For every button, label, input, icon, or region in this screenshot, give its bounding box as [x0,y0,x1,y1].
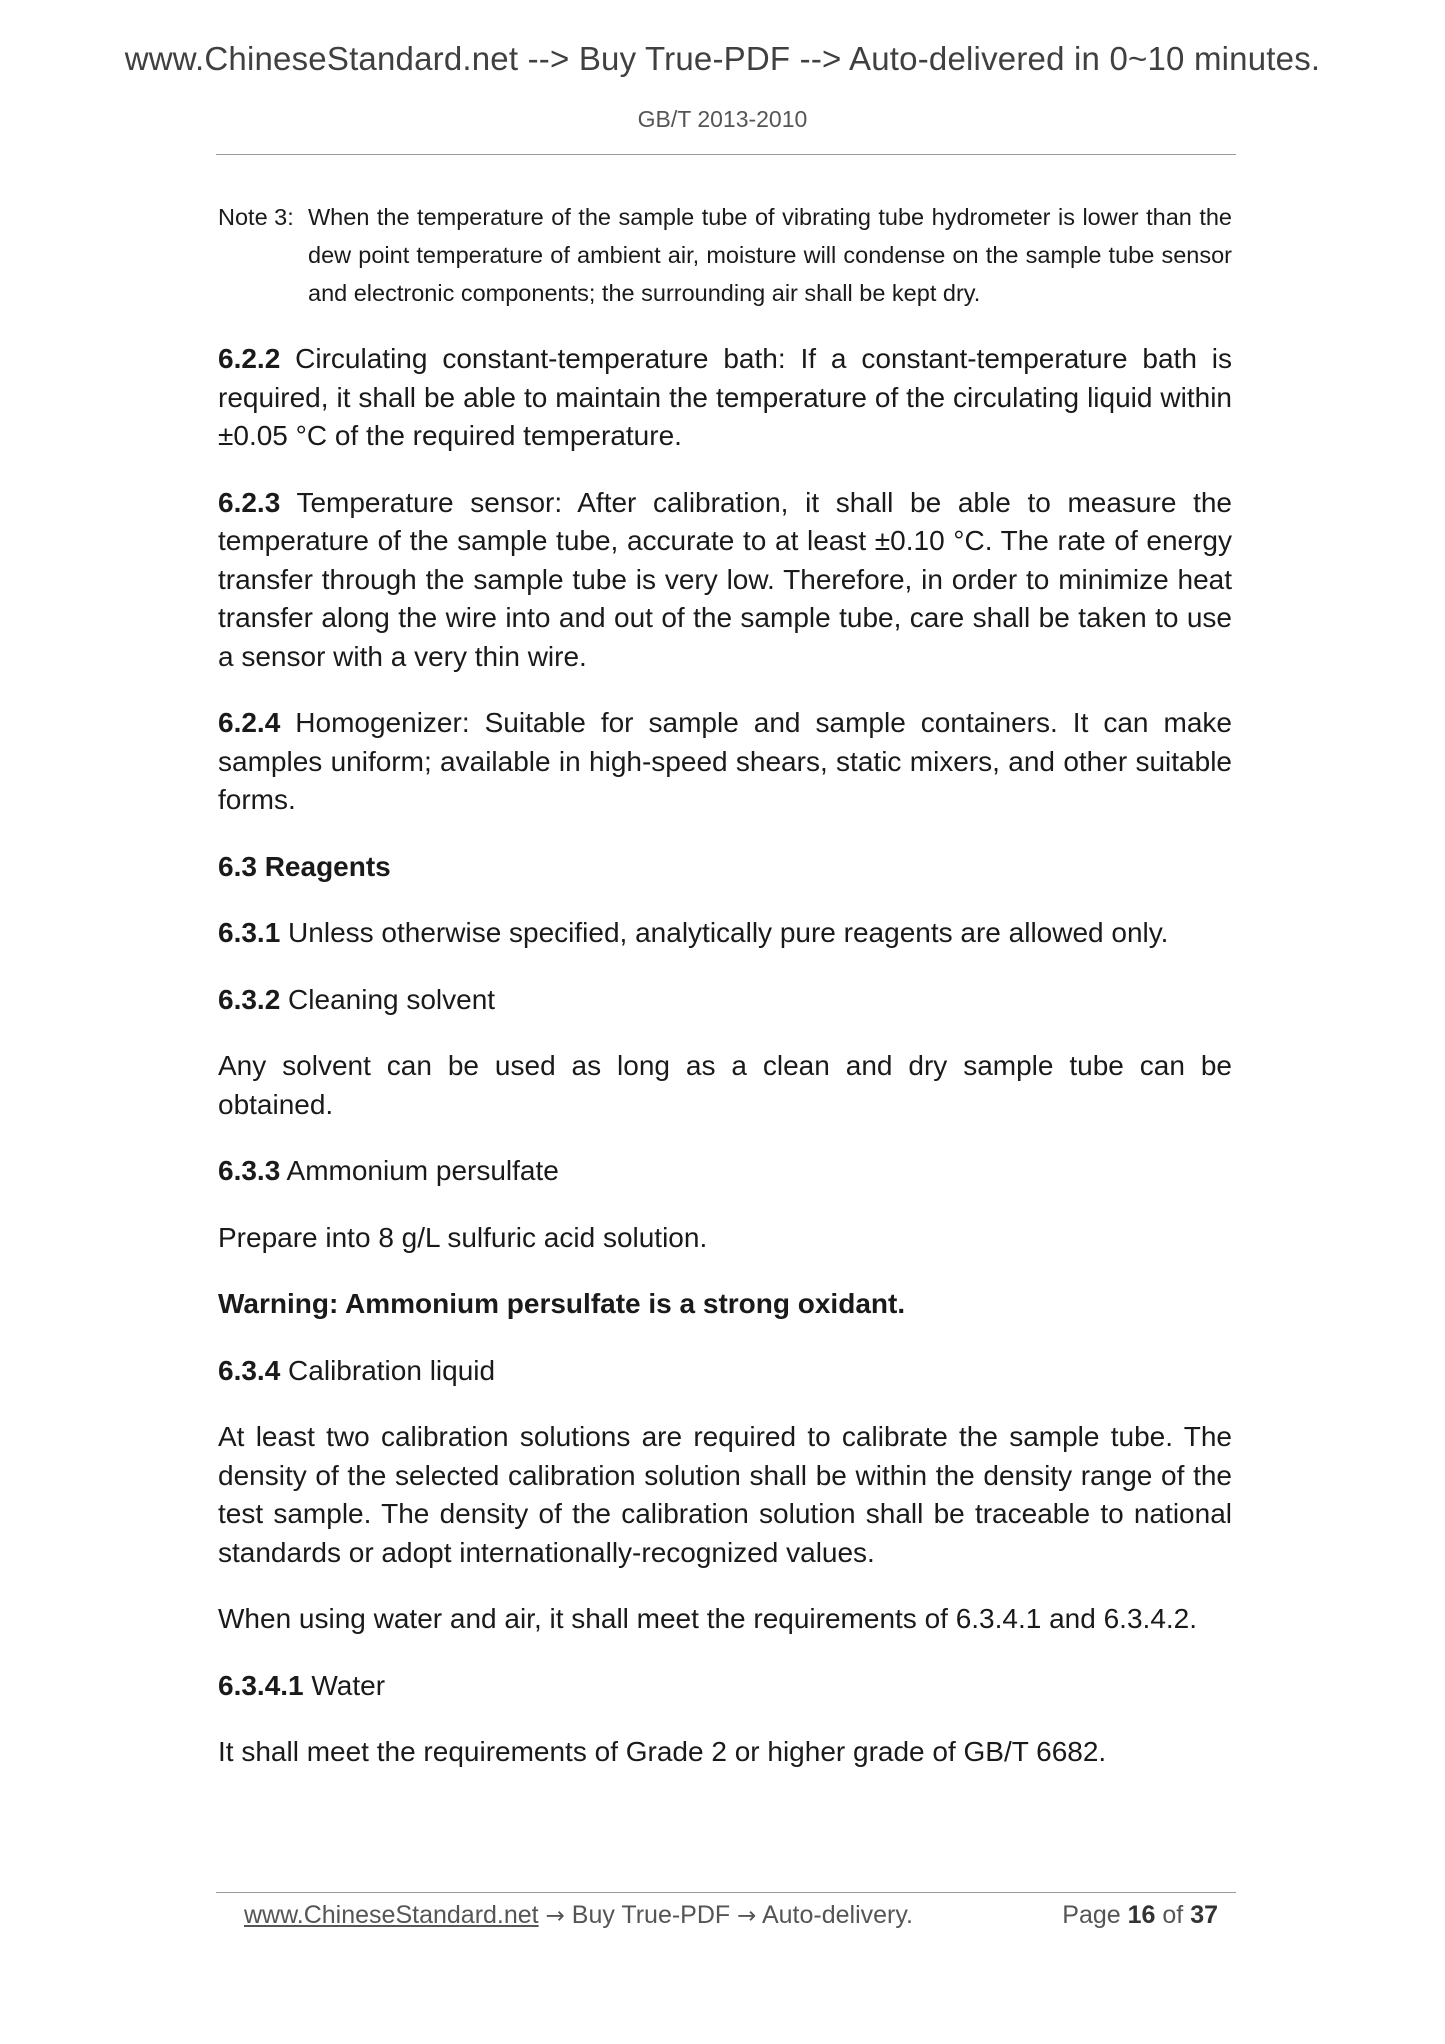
clause-6-2-2 [218,340,1232,456]
site-banner: www.ChineseStandard.net --> Buy True-PDF --> Auto-delivered in 0~10 minutes. [124,40,1321,77]
note-label: Note 3: [218,204,294,230]
clause-text: Homogenizer: Suitable for sample and sample containers. It can make samples uniform; available in high-speed shears, static mixers, and other suitable forms. [218,707,1232,815]
clause-6-3-2 [218,981,1232,1020]
clause-6-2-3 [218,484,1232,677]
clause-6-3-4 [218,1352,1232,1391]
clause-number: 6.3.4 [218,1354,281,1386]
page-number: 16 [1127,1901,1156,1929]
clause-6-3-3-body: Prepare into 8 g/L sulfuric acid solution. [218,1221,708,1253]
clause-text: Temperature sensor: After calibration, it shall be able to measure the temperature of the sample tube, accurate to at least ±0.10 °C. The rate of energy transfer through the sample tube is very low. Therefore, in order to minimize heat transfer along the wire into and out of the sample tube, care shall be taken to use a sensor with a very thin wire. [218,486,1232,672]
warning-text [218,1285,1232,1324]
clause-number: 6.2.2 [218,343,281,374]
clause-number: 6.2.4 [218,707,281,738]
footer-divider [216,1892,1236,1893]
clause-number: 6.3.1 [218,917,281,948]
clause-6-3-2-body: Any solvent can be used as long as a clean and dry sample tube can be obtained. [218,1050,1232,1120]
clause-number: 6.3.2 [218,983,281,1015]
clause-6-3-4-1-body: It shall meet the requirements of Grade 2 or higher grade of GB/T 6682. [218,1736,1107,1767]
clause-text: Cleaning solvent [280,983,496,1015]
page-footer [244,1896,1230,1935]
of-label: of [1155,1901,1191,1929]
note-text: When the temperature of the sample tube of vibrating tube hydrometer is lower than the dew point temperature of ambient air, moisture will condense on the sample tube sensor and electronic components; the surrounding air shall be kept dry. [308,204,1232,306]
clause-6-3-3 [218,1152,1232,1191]
page-indicator [1062,1896,1218,1934]
note-3 [218,198,1232,312]
clause-6-3-4-1 [218,1667,1232,1706]
clause-text: Calibration liquid [280,1354,496,1386]
warning-bold: Warning: Ammonium persulfate is a strong oxidant. [218,1288,906,1319]
clause-number: 6.3.3 [218,1155,281,1186]
clause-6-3-1 [218,914,1232,953]
footer-site-link[interactable]: www.ChineseStandard.net [244,1901,539,1929]
total-pages: 37 [1190,1901,1218,1929]
clause-text: Unless otherwise specified, analytically pure reagents are allowed only. [280,917,1169,948]
arrow-right-icon: → [737,1903,757,1929]
page-label: Page [1062,1901,1128,1929]
arrow-right-icon: → [545,1903,565,1929]
footer-buy-text: Buy True-PDF [564,1901,738,1929]
clause-text: Ammonium persulfate [280,1155,559,1186]
section-heading: 6.3 Reagents [218,850,391,882]
clause-6-2-4 [218,704,1232,820]
clause-number: 6.3.4.1 [218,1669,304,1701]
clause-text: Circulating constant-temperature bath: If a constant-temperature bath is required, it shall be able to maintain the temperature of the circulating liquid within ±0.05 °C of the required temperature. [218,343,1232,451]
section-heading-6-3 [218,848,1232,887]
document-code: GB/T 2013-2010 [637,106,808,132]
page-content [218,198,1232,1772]
clause-number: 6.2.3 [218,486,281,518]
clause-6-3-4-body-2: When using water and air, it shall meet the requirements of 6.3.4.1 and 6.3.4.2. [218,1603,1198,1634]
header-divider [216,154,1236,155]
clause-6-3-4-body-1: At least two calibration solutions are required to calibrate the sample tube. The density of the selected calibration solution shall be within the density range of the test sample. The density of the calibration solution shall be traceable to national standards or adopt internationally-recognized values. [218,1421,1232,1568]
clause-text: Water [303,1669,386,1701]
footer-delivery-text: Auto-delivery. [756,1901,913,1929]
